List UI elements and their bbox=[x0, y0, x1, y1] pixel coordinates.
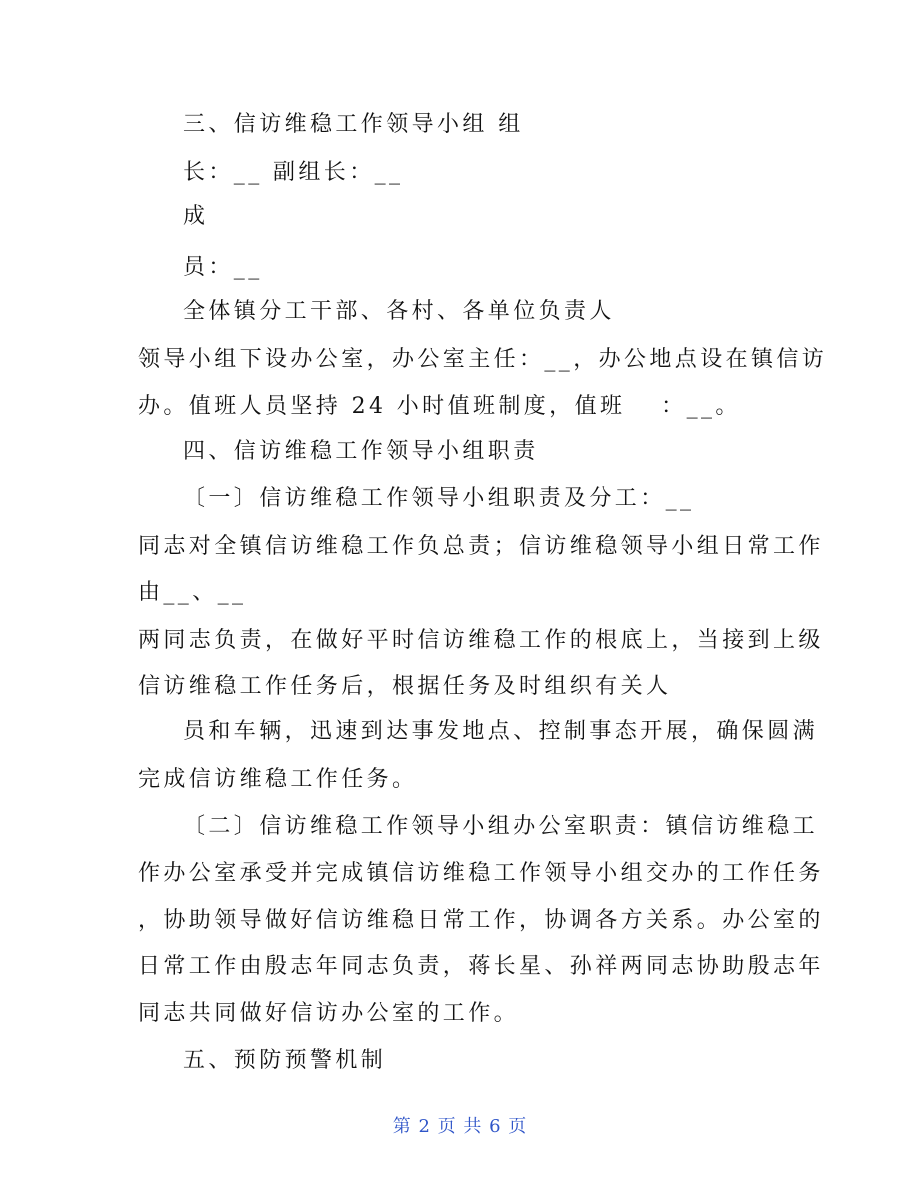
text-line: 同志对全镇信访维稳工作负总责；信访维稳领导小组日常工作 bbox=[138, 534, 824, 559]
text-line: 信访维稳工作任务后，根据任务及时组织有关人 bbox=[138, 674, 672, 699]
text-line: ，协助领导做好信访维稳日常工作，协调各方关系。办公室的 bbox=[138, 908, 824, 933]
heading-section-4: 四、信访维稳工作领导小组职责 bbox=[183, 439, 539, 464]
text-line: 成 bbox=[183, 204, 209, 229]
text-line: 领导小组下设办公室，办公室主任：__，办公地点设在镇信访 bbox=[138, 347, 828, 372]
text-line: 全体镇分工干部、各村、各单位负责人 bbox=[183, 299, 615, 324]
text-line: 〔一〕信访维稳工作领导小组职责及分工：__ bbox=[183, 486, 695, 511]
page-number-footer: 第 2 页 共 6 页 bbox=[392, 1116, 528, 1137]
heading-section-5: 五、预防预警机制 bbox=[183, 1048, 387, 1073]
text-line: 同志共同做好信访办公室的工作。 bbox=[138, 1001, 520, 1026]
text-line: 两同志负责，在做好平时信访维稳工作的根底上，当接到上级 bbox=[138, 628, 824, 653]
text-line: 办。值班人员坚持 24 小时值班制度，值班 ：__。 bbox=[138, 394, 741, 419]
text-line: 员：__ bbox=[183, 255, 263, 280]
text-line: 长：__ 副组长：__ bbox=[183, 160, 404, 185]
text-line: 员和车辆，迅速到达事发地点、控制事态开展，确保圆满 bbox=[183, 719, 819, 744]
text-line: 完成信访维稳工作任务。 bbox=[138, 767, 418, 792]
heading-section-3: 三、信访维稳工作领导小组 组 bbox=[183, 112, 524, 137]
text-line: 〔二〕信访维稳工作领导小组办公室职责：镇信访维稳工 bbox=[183, 814, 819, 839]
text-line: 作办公室承受并完成镇信访维稳工作领导小组交办的工作任务 bbox=[138, 861, 824, 886]
text-line: 日常工作由殷志年同志负责，蒋长星、孙祥两同志协助殷志年 bbox=[138, 954, 824, 979]
text-line: 由__、__ bbox=[138, 580, 247, 605]
